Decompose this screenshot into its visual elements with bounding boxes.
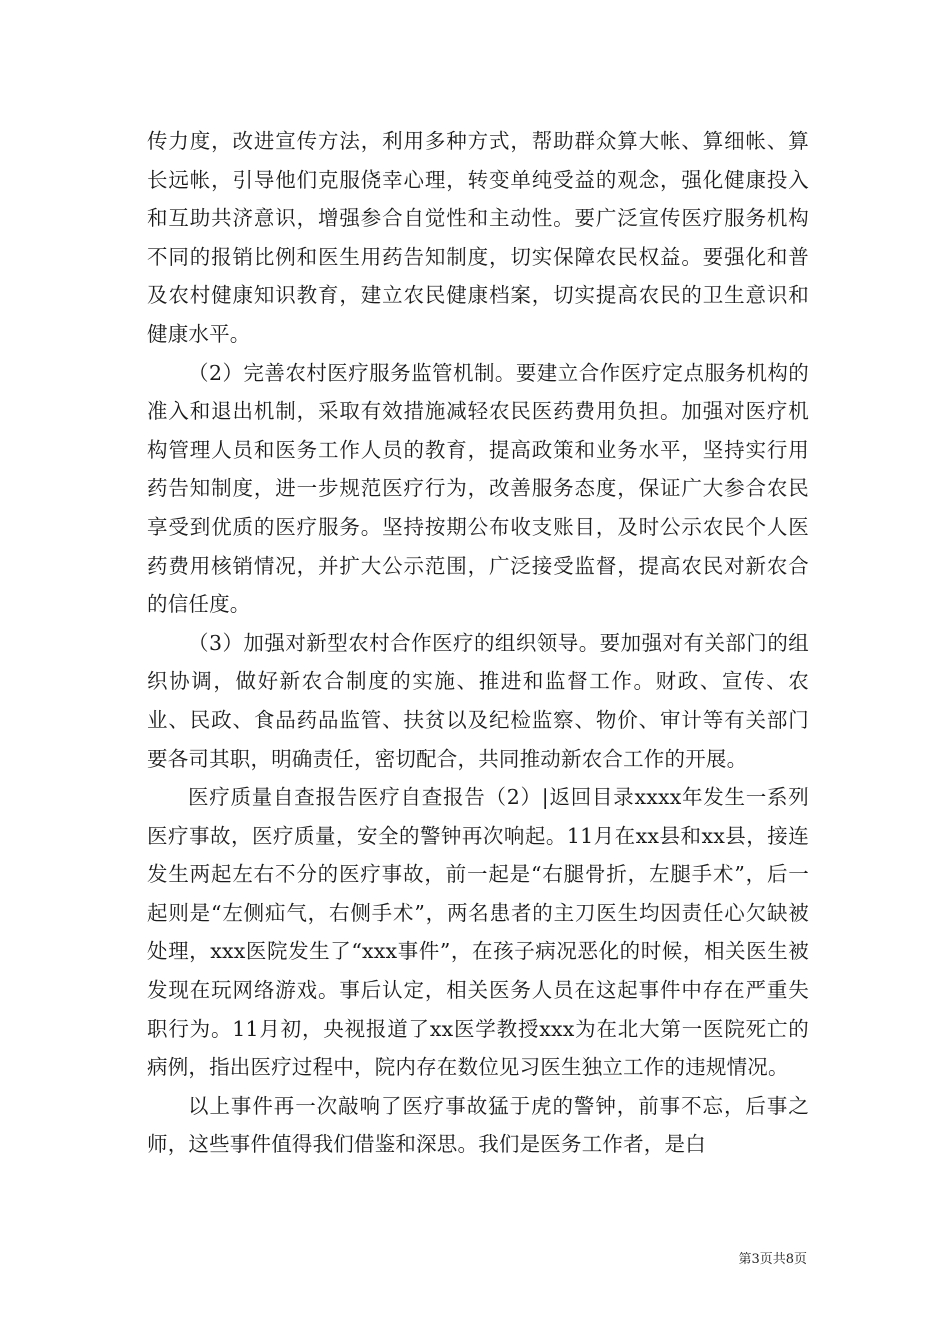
paragraph-promotion: 传力度，改进宣传方法，利用多种方式，帮助群众算大帐、算细帐、算长远帐，引导他们克服侥幸心理，转变单纯受益的观念，强化健康投入和互助共济意识，增强参合自觉性和主动性。要广泛宣传医疗服务机构不同的报销比例和医生用药告知制度，切实保障农民权益。要强化和普及农村健康知识教育，建立农民健康档案，切实提高农民的卫生意识和健康水平。 (147, 129, 809, 346)
page-number: 第3页共8页 (738, 1252, 807, 1267)
paragraph-supervision: （2）完善农村医疗服务监管机制。要建立合作医疗定点服务机构的准入和退出机制，采取有效措施减轻农民医药费用负担。加强对医疗机构管理人员和医务工作人员的教育，提高政策和业务水平，坚持实行用药告知制度，进一步规范医疗行为，改善服务态度，保证广大参合农民享受到优质的医疗服务。坚持按期公布收支账目，及时公示农民个人医药费用核销情况，并扩大公示范围，广泛接受监督，提高农民对新农合的信任度。 (147, 360, 809, 617)
paragraph-self-inspection-report: 医疗质量自查报告医疗自查报告（2）|返回目录xxxx年发生一系列医疗事故，医疗质量，安全的警钟再次响起。11月在xx县和xx县，接连发生两起左右不分的医疗事故，前一起是“右腿骨折，左腿手术”，后一起则是“左侧疝气，右侧手术”，两名患者的主刀医生均因责任心欠缺被处理，xxx医院发生了“xxx事件”，在孩子病况恶化的时候，相关医生被发现在玩网络游戏。事后认定，相关医务人员在这起事件中存在严重失职行为。11月初，央视报道了xx医学教授xxx为在北大第一医院死亡的病例，指出医疗过程中，院内存在数位见习医生独立工作的违规情况。 (147, 785, 809, 1080)
paragraph-leadership: （3）加强对新型农村合作医疗的组织领导。要加强对有关部门的组织协调，做好新农合制度的实施、推进和监督工作。财政、宣传、农业、民政、食品药品监管、扶贫以及纪检监察、物价、审计等有关部门要各司其职，明确责任，密切配合，共同推动新农合工作的开展。 (147, 630, 809, 771)
paragraph-lessons: 以上事件再一次敲响了医疗事故猛于虎的警钟，前事不忘，后事之师，这些事件值得我们借鉴和深思。我们是医务工作者，是白 (147, 1093, 809, 1157)
document-body (147, 122, 809, 1164)
